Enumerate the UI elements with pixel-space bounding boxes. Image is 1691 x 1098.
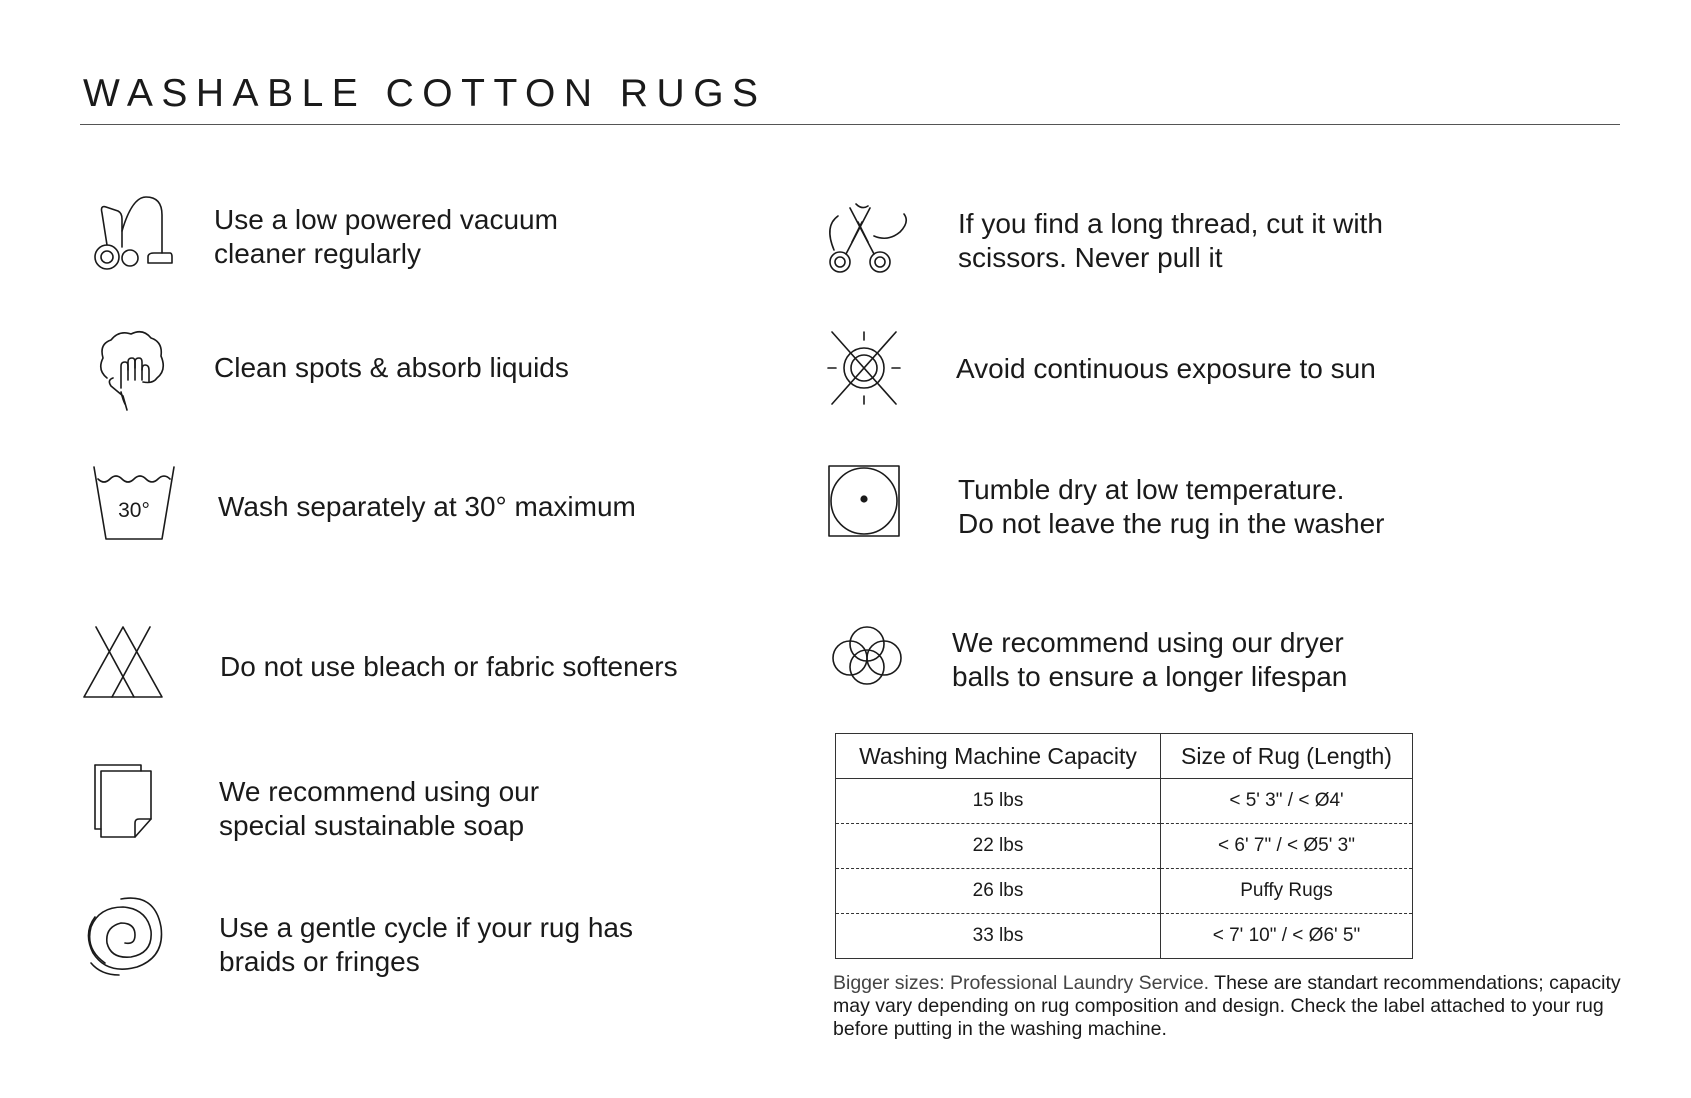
hand-cloth-icon: [97, 330, 167, 410]
label-line: We recommend using our dryer: [952, 627, 1344, 658]
footnote-text: These are standart recommendations; capacity may vary depending on rug composition and design. Check the label attached to your rug before putting in the washing machine.: [833, 972, 1621, 1040]
table-header: Washing Machine Capacity: [836, 734, 1161, 779]
table-row: [836, 914, 1413, 959]
table-cell: < 7' 10" / < Ø6' 5": [1161, 914, 1413, 959]
no-sun-icon: [826, 330, 902, 406]
table-cell: 33 lbs: [836, 914, 1161, 959]
table-cell: Puffy Rugs: [1161, 869, 1413, 914]
capacity-table: [835, 733, 1413, 959]
label-line: Do not leave the rug in the washer: [958, 508, 1385, 539]
label-line: cleaner regularly: [214, 238, 421, 269]
table-cell: < 5' 3" / < Ø4': [1161, 779, 1413, 824]
label-line: Use a low powered vacuum: [214, 204, 558, 235]
page-title: WASHABLE COTTON RUGS: [83, 72, 767, 115]
tumble-dry-low-icon: [828, 465, 900, 537]
gentle-cycle-spiral-icon: [85, 893, 165, 977]
label-line: Avoid continuous exposure to sun: [956, 353, 1376, 384]
label-line: Tumble dry at low temperature.: [958, 474, 1345, 505]
footnote-prefix: Bigger sizes: Professional Laundry Service.: [833, 972, 1210, 994]
label-line: Do not use bleach or fabric softeners: [220, 651, 678, 682]
table-header: Size of Rug (Length): [1161, 734, 1413, 779]
table-header-row: [836, 734, 1413, 779]
table-cell: 26 lbs: [836, 869, 1161, 914]
vacuum-cleaner-icon: [92, 195, 172, 275]
table-cell: 22 lbs: [836, 824, 1161, 869]
label-line: balls to ensure a longer lifespan: [952, 661, 1348, 692]
label-line: special sustainable soap: [219, 810, 525, 841]
label-line: braids or fringes: [219, 946, 420, 977]
scissors-icon: [828, 202, 908, 276]
table-cell: < 6' 7" / < Ø5' 3": [1161, 824, 1413, 869]
label-line: We recommend using our: [219, 776, 540, 807]
do-not-bleach-icon: [82, 625, 164, 699]
label-line: Wash separately at 30° maximum: [218, 491, 636, 522]
wash-temperature-text: 30°: [118, 499, 150, 522]
label-line: Clean spots & absorb liquids: [214, 352, 569, 383]
table-row: [836, 824, 1413, 869]
footnote: [833, 972, 1623, 1041]
label-line: Use a gentle cycle if your rug has: [219, 912, 633, 943]
title-divider: [80, 124, 1620, 125]
dryer-balls-icon: [831, 625, 903, 685]
table-cell: 15 lbs: [836, 779, 1161, 824]
table-row: [836, 869, 1413, 914]
label-line: If you find a long thread, cut it with: [958, 208, 1383, 239]
wash-tub-icon: [92, 465, 176, 541]
label-line: scissors. Never pull it: [958, 242, 1223, 273]
soap-pages-icon: [93, 763, 155, 839]
table-row: [836, 779, 1413, 824]
